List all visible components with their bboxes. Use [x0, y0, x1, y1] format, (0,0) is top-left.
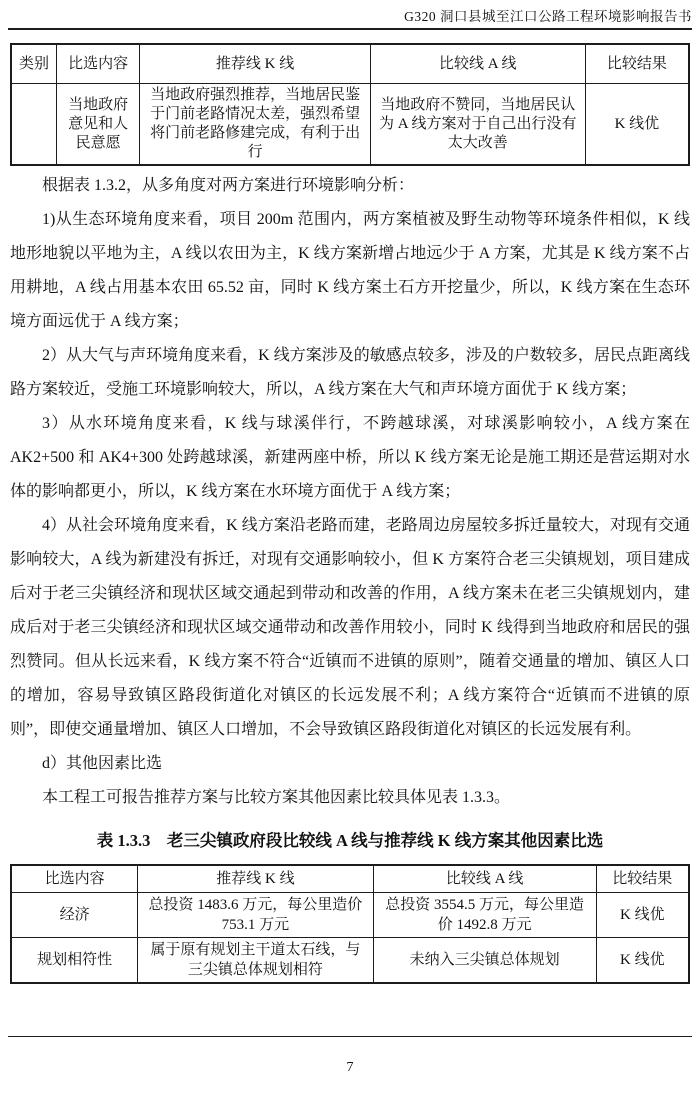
table-caption: 表 1.3.3 老三尖镇政府段比较线 A 线与推荐线 K 线方案其他因素比选	[96, 831, 604, 850]
paragraph-social: 4）从社会环境角度来看，K 线方案沿老路而建，老路周边房屋较多拆迁量较大，对现有交通影响较大，A 线为新建没有拆迁，对现有交通影响较小，但 K 方案符合老三尖镇规划，项目建成后对于老三尖镇经济和现状区域交通起到带动和改善的作用，A 线方案未在老三尖镇规划内，建成后对于老三尖镇经济和现状区域交通带动和改善作用较小，同时 K 线得到当地政府和居民的强烈赞同。但从长远来看，K 线方案不符合“近镇而不进镇的原则”，随着交通量的增加、镇区人口的增加，容易导致镇区路段街道化对镇区的长远发展不利；A 线方案符合“近镇而不进镇的原则”，即使交通量增加、镇区人口增加，不会导致镇区路段街道化对镇区的长远发展有利。	[10, 517, 690, 738]
cell-k-line: 属于原有规划主干道太石线，与三尖镇总体规划相符	[138, 938, 373, 984]
paragraph-table-ref: 本工程工可报告推荐方案与比较方案其他因素比较具体见表 1.3.3。	[42, 789, 511, 806]
comparison-table-env	[10, 43, 690, 166]
col-header-a-line: 比较线 A 线	[370, 44, 585, 84]
cell-result: K 线优	[596, 938, 689, 984]
cell-k-line: 总投资 1483.6 万元，每公里造价 753.1 万元	[138, 893, 373, 938]
cell-item: 规划相符性	[11, 938, 138, 984]
paragraph-intro: 根据表 1.3.2，从多角度对两方案进行环境影响分析：	[42, 177, 415, 194]
table-header-row	[11, 865, 689, 893]
col-header-k-line: 推荐线 K 线	[140, 44, 371, 84]
cell-item: 经济	[11, 893, 138, 938]
table-header-row	[11, 44, 689, 84]
comparison-table-other-factors	[10, 864, 690, 984]
cell-a-line: 当地政府不赞同，当地居民认为 A 线方案对于自己出行没有太大改善	[370, 84, 585, 166]
cell-k-line: 当地政府强烈推荐，当地居民鉴于门前老路情况太差，强烈希望将门前老路修建完成，有利于出行	[140, 84, 371, 166]
analysis-text	[10, 169, 690, 815]
col-header-category: 类别	[11, 44, 56, 84]
table-row	[11, 84, 689, 166]
col-header-a-line: 比较线 A 线	[373, 865, 596, 893]
footer-rule	[8, 1036, 692, 1037]
col-header-k-line: 推荐线 K 线	[138, 865, 373, 893]
cell-result: K 线优	[585, 84, 689, 166]
paragraph-ecology: 1)从生态环境角度来看，项目 200m 范围内，两方案植被及野生动物等环境条件相似，K 线地形地貌以平地为主，A 线以农田为主，K 线方案新增占地远少于 A 方案，尤其是 K 线方案不占用耕地，A 线占用基本农田 65.52 亩，同时 K 线方案土石方开挖量少，所以，K 线方案在生态环境方面远优于 A 线方案；	[10, 211, 690, 330]
paragraph-other-factors-heading: d）其他因素比选	[42, 755, 163, 772]
report-title: G320 洞口县城至江口公路工程环境影响报告书	[404, 9, 692, 24]
cell-item: 当地政府意见和人民意愿	[56, 84, 139, 166]
col-header-result: 比较结果	[596, 865, 689, 893]
page-content	[10, 43, 690, 984]
page-number: 7	[346, 1060, 354, 1075]
paragraph-air-noise: 2）从大气与声环境角度来看，K 线方案涉及的敏感点较多，涉及的户数较多，居民点距离线路方案较近，受施工环境影响较大，所以，A 线方案在大气和声环境方面优于 K 线方案；	[10, 347, 690, 398]
table-row-economy	[11, 893, 689, 938]
col-header-item: 比选内容	[56, 44, 139, 84]
paragraph-water: 3）从水环境角度来看，K 线与球溪伴行，不跨越球溪，对球溪影响较小，A 线方案在 AK2+500 和 AK4+300 处跨越球溪，新建两座中桥，所以 K 线方案无论是施工期还是营运期对水体的影响都更小，所以，K 线方案在水环境方面优于 A 线方案；	[10, 415, 690, 500]
cell-a-line: 未纳入三尖镇总体规划	[373, 938, 596, 984]
col-header-result: 比较结果	[585, 44, 689, 84]
col-header-item: 比选内容	[11, 865, 138, 893]
cell-category	[11, 84, 56, 166]
cell-result: K 线优	[596, 893, 689, 938]
running-header	[8, 0, 692, 30]
table-row-planning	[11, 938, 689, 984]
cell-a-line: 总投资 3554.5 万元，每公里造价 1492.8 万元	[373, 893, 596, 938]
